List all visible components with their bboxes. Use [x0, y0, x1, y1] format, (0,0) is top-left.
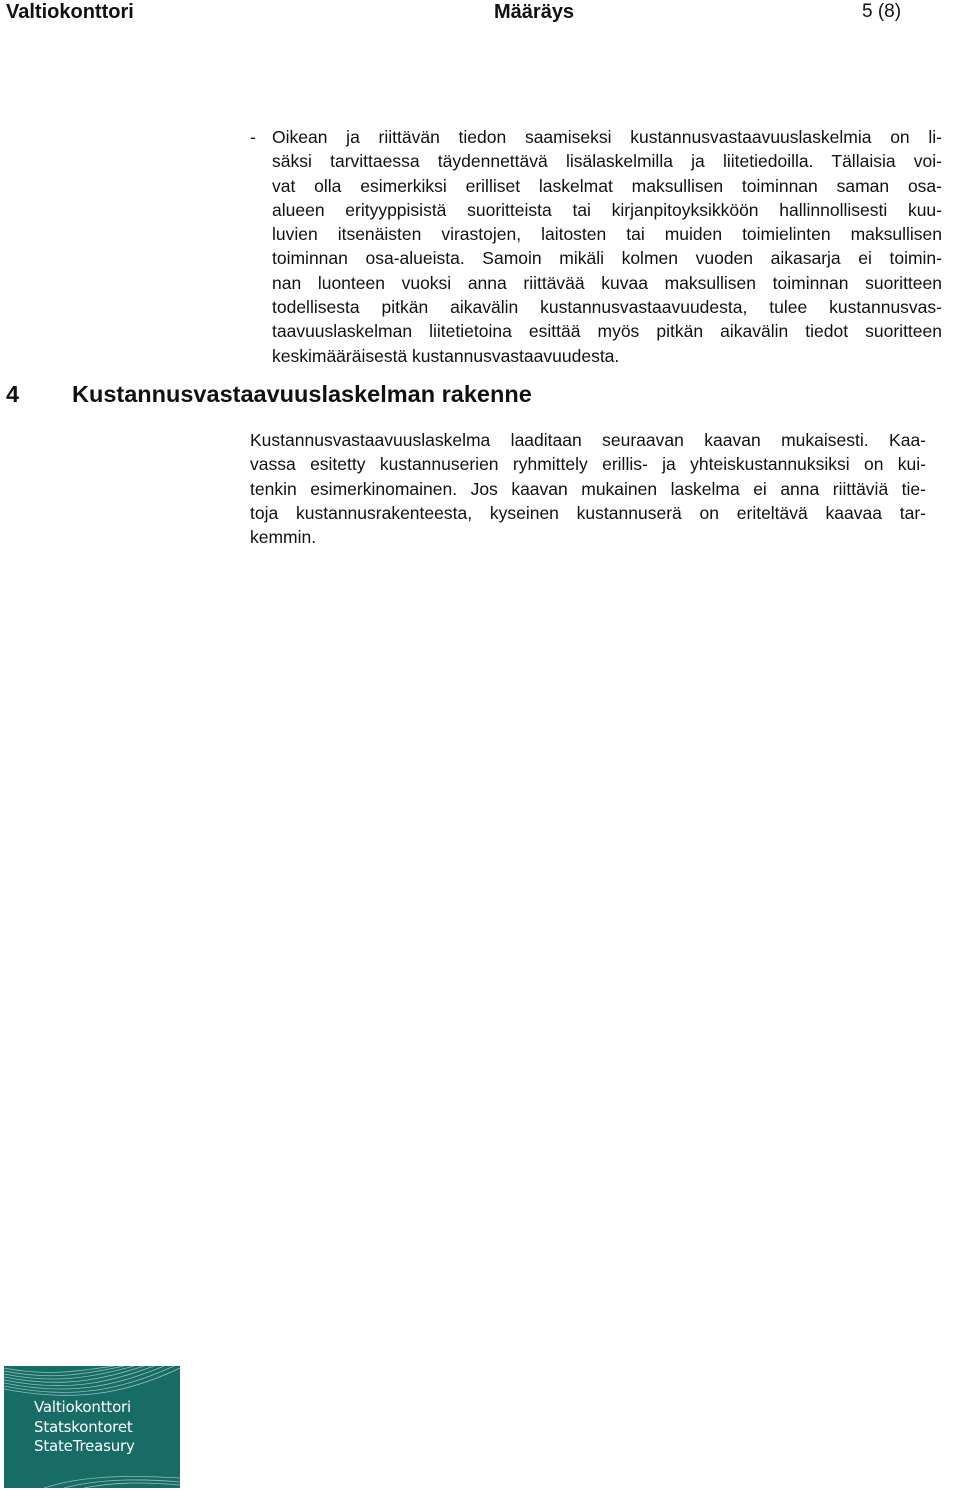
bullet-line: toiminnan osa-alueista. Samoin mikäli kolmen vuoden aikasarja ei toimin-	[272, 248, 942, 269]
section-line: kemmin.	[250, 527, 317, 548]
bullet-line: säksi tarvittaessa täydennettävä lisälaskelmilla ja liitetiedoilla. Tällaisia voi-	[272, 151, 942, 172]
state-treasury-logo	[4, 1366, 180, 1488]
page-header	[0, 0, 960, 26]
logo-line-english: StateTreasury	[34, 1437, 135, 1455]
bullet-line: alueen erityyppisistä suoritteista tai kirjanpitoyksikköön hallinnollisesti kuu-	[272, 199, 942, 220]
bullet-line: Oikean ja riittävän tiedon saamiseksi kustannusvastaavuuslaskelmia on li-	[272, 127, 942, 147]
section-title: Kustannusvastaavuuslaskelman rakenne	[72, 381, 532, 407]
section-line: toja kustannusrakenteesta, kyseinen kustannuserä on eriteltävä kaavaa tar-	[250, 502, 926, 523]
section-line: vassa esitetty kustannuserien ryhmittely erillis- ja yhteiskustannuksiksi on kui-	[250, 454, 926, 475]
header-organization: Valtiokonttori	[6, 1, 134, 23]
bullet-paragraph	[272, 125, 942, 368]
header-page-indicator: 5 (8)	[862, 1, 902, 22]
bullet-line: luvien itsenäisten virastojen, laitosten tai muiden toimielinten maksullisen	[272, 224, 942, 245]
logo-line-finnish: Valtiokonttori	[34, 1398, 131, 1416]
section-line: tenkin esimerkinomainen. Jos kaavan mukainen laskelma ei anna riittäviä tie-	[250, 478, 926, 499]
logo-wordmark	[34, 1398, 135, 1457]
bullet-line: vat olla esimerkiksi erilliset laskelmat maksullisen toiminnan saman osa-	[272, 175, 942, 196]
bullet-line: nan luonteen vuoksi anna riittävää kuvaa maksullisen toiminnan suoritteen	[272, 272, 942, 293]
bullet-line: todellisesta pitkän aikavälin kustannusvastaavuudesta, tulee kustannusvas-	[272, 297, 942, 318]
section-number: 4	[6, 381, 20, 407]
header-document-type: Määräys	[494, 1, 575, 23]
section-paragraph	[250, 428, 926, 549]
bullet-marker: -	[250, 127, 256, 147]
bullet-line: keskimääräisestä kustannusvastaavuudesta.	[272, 345, 620, 366]
logo-line-swedish: Statskontoret	[34, 1417, 133, 1436]
bullet-line: taavuuslaskelman liitetietoina esittää myös pitkän aikavälin tiedot suoritteen	[272, 321, 942, 342]
section-line: Kustannusvastaavuuslaskelma laaditaan seuraavan kaavan mukaisesti. Kaa-	[250, 430, 926, 450]
section-heading	[6, 380, 532, 408]
